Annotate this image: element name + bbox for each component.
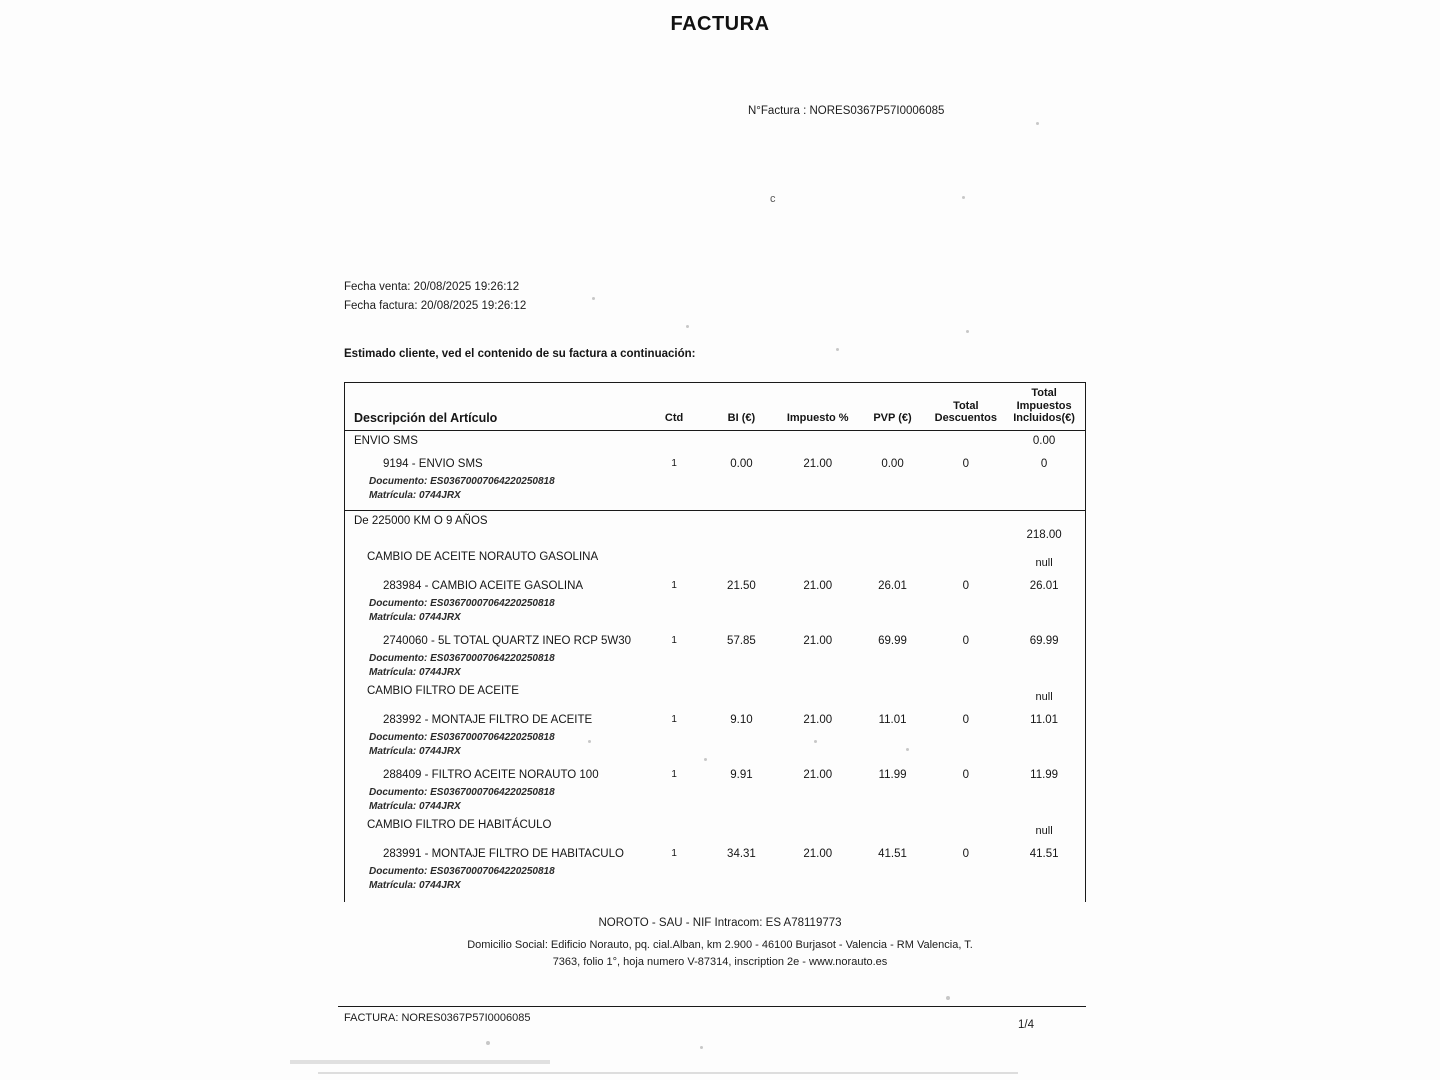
item-discount: 0 (962, 768, 970, 781)
stray-mark: c (770, 193, 776, 205)
item-total: 26.01 (1029, 579, 1059, 592)
scan-speck (966, 330, 969, 333)
table-header-row (345, 383, 1085, 431)
item-matricula: Matrícula: 0744JRX (369, 801, 461, 813)
item-pvp: 0.00 (881, 457, 904, 470)
section-name: ENVIO SMS (354, 434, 418, 447)
scan-speck (836, 348, 839, 351)
item-description: 283992 - MONTAJE FILTRO DE ACEITE (383, 713, 593, 726)
item-documento: Documento: ES03670007064220250818 (369, 786, 555, 798)
item-discount: 0 (962, 634, 970, 647)
footer-address-2: 7363, folio 1°, hoja numero V-87314, inscription 2e - www.norauto.es (552, 955, 888, 968)
item-description: 288409 - FILTRO ACEITE NORAUTO 100 (383, 768, 599, 781)
intro-text: Estimado cliente, ved el contenido de su factura a continuación: (344, 348, 696, 360)
item-pvp: 11.99 (878, 768, 907, 781)
item-discount: 0 (962, 457, 970, 470)
group-header-row (345, 815, 1085, 839)
group-amount: null (1035, 824, 1053, 837)
table-row (345, 839, 1085, 860)
item-total: 69.99 (1029, 634, 1059, 647)
item-pvp: 41.51 (878, 847, 907, 860)
item-discount: 0 (962, 847, 970, 860)
scan-speck (486, 1041, 490, 1045)
section-amount: 0.00 (1032, 434, 1056, 447)
item-qty: 1 (671, 634, 677, 646)
table-row (345, 626, 1085, 647)
group-name: CAMBIO DE ACEITE NORAUTO GASOLINA (367, 550, 599, 563)
table-row (345, 760, 1085, 781)
scan-speck (946, 996, 950, 1000)
group-header-row (345, 543, 1085, 571)
section-header-row (345, 511, 1085, 543)
item-bi: 34.31 (727, 847, 756, 860)
item-qty: 1 (671, 457, 677, 469)
item-documento: Documento: ES03670007064220250818 (369, 597, 555, 609)
item-description: 283984 - CAMBIO ACEITE GASOLINA (383, 579, 584, 592)
item-bi: 9.10 (730, 713, 753, 726)
item-matricula: Matrícula: 0744JRX (369, 746, 461, 758)
col-header-tax: Impuesto % (786, 412, 849, 425)
item-bi: 57.85 (727, 634, 756, 647)
item-total: 0 (1040, 457, 1048, 470)
item-matricula: Matrícula: 0744JRX (369, 612, 461, 624)
table-row (345, 705, 1085, 726)
item-bi: 9.91 (730, 768, 753, 781)
item-qty: 1 (671, 847, 677, 859)
item-qty: 1 (671, 713, 677, 725)
col-header-pvp: PVP (€) (873, 412, 912, 425)
table-row (345, 449, 1085, 470)
section-name: De 225000 KM O 9 AÑOS (354, 514, 488, 527)
scan-speck (592, 297, 595, 300)
item-description: 9194 - ENVIO SMS (383, 457, 483, 470)
item-tax: 21.00 (803, 713, 833, 726)
item-matricula: Matrícula: 0744JRX (369, 490, 461, 502)
group-amount: null (1035, 690, 1053, 703)
item-pvp: 11.01 (878, 713, 907, 726)
item-bi: 0.00 (730, 457, 753, 470)
footer-divider (338, 1006, 1086, 1007)
group-amount: null (1035, 556, 1053, 569)
page-footer (0, 915, 1440, 971)
col-header-total: Total Impuestos Incluidos(€) (1013, 387, 1075, 425)
item-total: 11.01 (1030, 713, 1059, 726)
item-tax: 21.00 (803, 457, 833, 470)
item-total: 11.99 (1030, 768, 1059, 781)
page-number: 1/4 (1018, 1019, 1034, 1031)
scan-edge-artifact (290, 1060, 550, 1064)
item-documento: Documento: ES03670007064220250818 (369, 475, 555, 487)
group-name: CAMBIO FILTRO DE HABITÁCULO (367, 818, 552, 831)
group-name: CAMBIO FILTRO DE ACEITE (367, 684, 519, 697)
page-title: FACTURA (670, 13, 770, 35)
item-qty: 1 (671, 579, 677, 591)
section-amount: 218.00 (1026, 528, 1062, 541)
footer-invoice-ref: FACTURA: NORES0367P57I0006085 (344, 1012, 531, 1024)
scan-speck (686, 325, 689, 328)
sale-date: Fecha venta: 20/08/2025 19:26:12 (344, 281, 520, 293)
footer-company: NOROTO - SAU - NIF Intracom: ES A78119773 (598, 917, 842, 929)
col-header-bi: BI (€) (727, 412, 756, 425)
item-documento: Documento: ES03670007064220250818 (369, 731, 555, 743)
scan-speck (700, 1046, 703, 1049)
item-description: 283991 - MONTAJE FILTRO DE HABITACULO (383, 847, 624, 860)
col-header-qty: Ctd (664, 412, 684, 425)
item-description: 2740060 - 5L TOTAL QUARTZ INEO RCP 5W30 (383, 634, 631, 647)
item-discount: 0 (962, 713, 970, 726)
table-row (345, 571, 1085, 592)
scan-edge-artifact (318, 1072, 1018, 1074)
item-qty: 1 (671, 768, 677, 780)
item-pvp: 26.01 (878, 579, 907, 592)
invoice-date: Fecha factura: 20/08/2025 19:26:12 (344, 300, 527, 312)
item-total: 41.51 (1029, 847, 1059, 860)
scan-speck (962, 196, 965, 199)
invoice-table (344, 382, 1086, 902)
footer-address-1: Domicilio Social: Edificio Norauto, pq. cial.Alban, km 2.900 - 46100 Burjasot - Valencia - RM Valencia, T. (467, 938, 973, 951)
col-header-discount: Total Descuentos (934, 399, 997, 425)
item-tax: 21.00 (803, 634, 833, 647)
item-matricula: Matrícula: 0744JRX (369, 880, 461, 892)
item-tax: 21.00 (803, 847, 833, 860)
item-pvp: 69.99 (878, 634, 907, 647)
group-header-row (345, 681, 1085, 705)
invoice-number: N°Factura : NORES0367P57I0006085 (748, 105, 945, 117)
item-tax: 21.00 (803, 768, 833, 781)
item-tax: 21.00 (803, 579, 833, 592)
scan-speck (1036, 122, 1039, 125)
item-matricula: Matrícula: 0744JRX (369, 667, 461, 679)
item-bi: 21.50 (727, 579, 756, 592)
item-documento: Documento: ES03670007064220250818 (369, 652, 555, 664)
item-discount: 0 (962, 579, 970, 592)
col-header-description: Descripción del Artículo (354, 410, 498, 425)
section-header-row (345, 431, 1085, 449)
item-documento: Documento: ES03670007064220250818 (369, 865, 555, 877)
